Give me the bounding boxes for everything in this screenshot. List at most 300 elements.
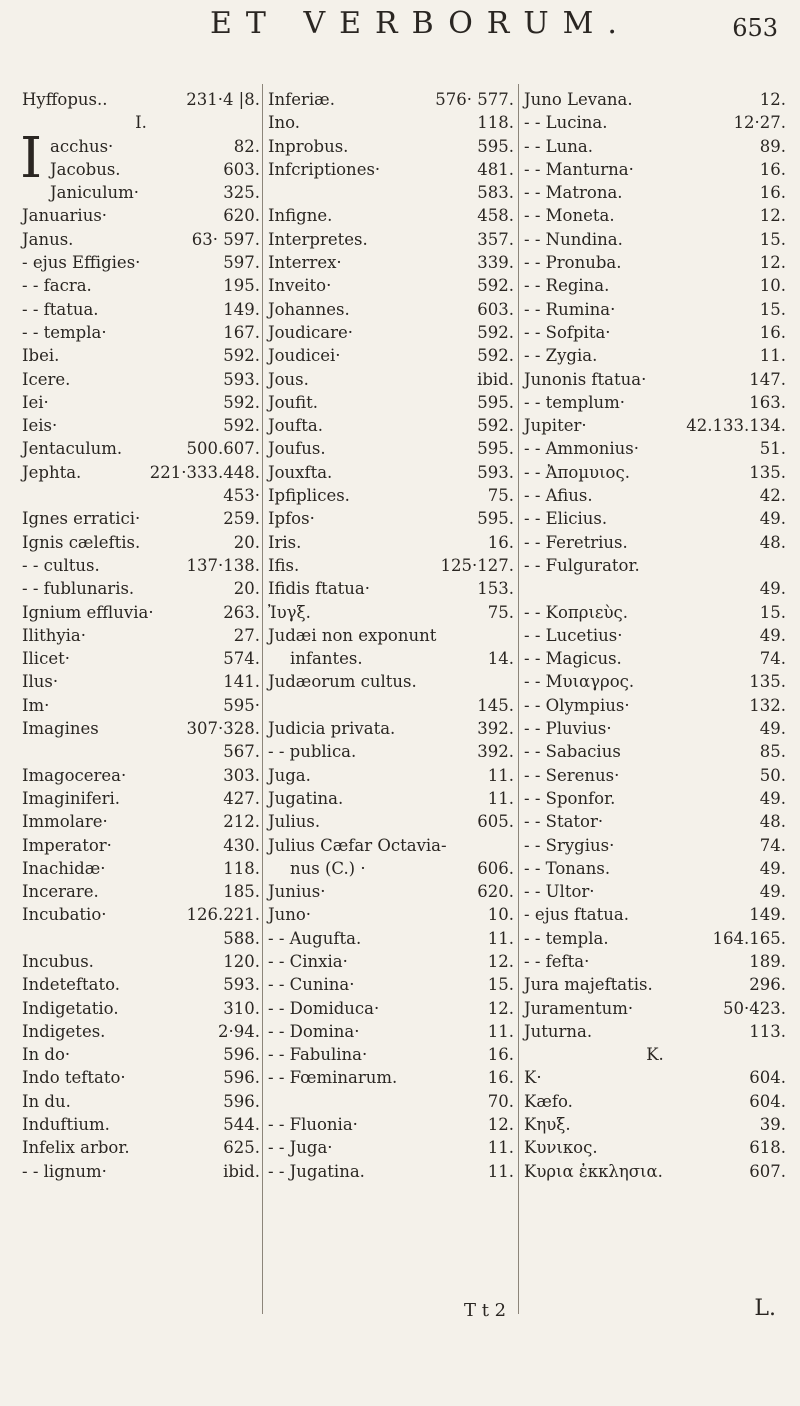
- index-entry: [22, 927, 260, 950]
- index-entry: [268, 717, 514, 740]
- entry-page-ref: 392.: [477, 719, 514, 739]
- index-entry: [524, 1043, 786, 1066]
- entry-term: Julius.: [268, 812, 321, 832]
- entry-page-ref: 592.: [223, 346, 260, 366]
- index-entry: [268, 437, 514, 460]
- entry-page-ref: 310.: [223, 998, 260, 1018]
- entry-term: - - Cunina·: [268, 975, 355, 995]
- index-entry: [524, 204, 786, 227]
- signature-mark: T t 2: [464, 1300, 507, 1321]
- index-entry: [22, 1066, 260, 1089]
- entry-term: Imperator·: [22, 835, 112, 855]
- entry-term: - - lignum·: [22, 1161, 107, 1181]
- index-entry: [268, 274, 514, 297]
- entry-page-ref: 49.: [759, 858, 786, 878]
- entry-term: Jura majeftatis.: [524, 975, 653, 995]
- entry-term: Ifis.: [268, 555, 300, 575]
- entry-term: Juno Levana.: [524, 90, 633, 109]
- index-entry: [22, 647, 260, 670]
- entry-page-ref: 16.: [487, 1068, 514, 1088]
- index-entry: [524, 1020, 786, 1043]
- entry-page-ref: 89.: [759, 136, 786, 156]
- entry-page-ref: 427.: [223, 788, 260, 808]
- entry-page-ref: 75.: [487, 602, 514, 622]
- index-entry: [524, 764, 786, 787]
- entry-page-ref: 588.: [223, 928, 260, 948]
- entry-page-ref: 576· 577.: [435, 90, 514, 109]
- index-entry: [268, 740, 514, 763]
- index-entry: [268, 787, 514, 810]
- index-column-1: [22, 88, 260, 1183]
- index-entry: [524, 507, 786, 530]
- entry-page-ref: 16.: [759, 322, 786, 342]
- entry-page-ref: 126.221.: [186, 905, 260, 925]
- entry-term: Infelix arbor.: [22, 1138, 130, 1158]
- entry-term: - - Sponfor.: [524, 788, 616, 808]
- index-entry: [268, 135, 514, 158]
- index-entry: [22, 903, 260, 926]
- entry-page-ref: 231·4 |8.: [186, 90, 260, 109]
- index-entry: [268, 834, 514, 857]
- entry-term: Ἰυγξ.: [268, 602, 311, 622]
- index-entry: [22, 274, 260, 297]
- entry-term: - - Μυιαγρος.: [524, 672, 635, 692]
- entry-term: - ejus Effigies·: [22, 253, 141, 273]
- entry-term: - - Tonans.: [524, 858, 611, 878]
- entry-page-ref: 48.: [759, 532, 786, 552]
- entry-term: I.: [135, 113, 147, 133]
- index-entry: [22, 740, 260, 763]
- entry-term: - - Srygius·: [524, 835, 615, 855]
- index-entry: [524, 274, 786, 297]
- entry-term: - - Rumina·: [524, 299, 616, 319]
- entry-term: - - Pronuba.: [524, 253, 622, 273]
- index-entry: [268, 997, 514, 1020]
- index-entry: [22, 787, 260, 810]
- entry-page-ref: 10.: [487, 905, 514, 925]
- entry-page-ref: 15.: [487, 975, 514, 995]
- entry-page-ref: 11.: [487, 788, 514, 808]
- index-entry: [524, 927, 786, 950]
- index-entry: [524, 414, 786, 437]
- entry-page-ref: 544.: [223, 1115, 260, 1135]
- entry-term: Imaginiferi.: [22, 788, 121, 808]
- index-entry: [22, 950, 260, 973]
- entry-page-ref: 595.: [477, 136, 514, 156]
- entry-term: Ilicet·: [22, 649, 70, 669]
- index-entry: [524, 647, 786, 670]
- page-number: 653: [732, 14, 778, 42]
- entry-term: Κυρια ἐκκλησια.: [524, 1161, 663, 1181]
- index-entry: [22, 1136, 260, 1159]
- entry-term: Judæorum cultus.: [268, 672, 417, 692]
- entry-page-ref: 49.: [759, 509, 786, 529]
- entry-term: - - facra.: [22, 276, 92, 296]
- entry-term: Juramentum·: [524, 998, 634, 1018]
- index-entry: [268, 647, 514, 670]
- entry-page-ref: 16.: [487, 532, 514, 552]
- index-entry: [268, 903, 514, 926]
- entry-page-ref: 458.: [477, 206, 514, 226]
- index-entry: [524, 88, 786, 111]
- entry-term: - - templum·: [524, 392, 626, 412]
- index-entry: [268, 368, 514, 391]
- entry-term: Inveito·: [268, 276, 332, 296]
- index-entry: [524, 997, 786, 1020]
- entry-term: - - Matrona.: [524, 183, 623, 203]
- entry-page-ref: 606.: [477, 858, 514, 878]
- entry-term: Ilus·: [22, 672, 59, 692]
- index-entry: [22, 298, 260, 321]
- entry-page-ref: 604.: [749, 1091, 786, 1111]
- index-entry: [22, 554, 260, 577]
- index-entry: [22, 344, 260, 367]
- catchword: L.: [754, 1296, 776, 1321]
- entry-term: nus (C.) ·: [290, 858, 366, 878]
- entry-term: Imagocerea·: [22, 765, 127, 785]
- entry-page-ref: 603.: [223, 159, 260, 179]
- index-entry: [524, 228, 786, 251]
- entry-term: Judæi non exponunt: [268, 625, 437, 645]
- entry-term: - - fublunaris.: [22, 579, 135, 599]
- index-entry: [268, 1113, 514, 1136]
- entry-term: - - Moneta.: [524, 206, 615, 226]
- entry-term: Infcriptiones·: [268, 159, 381, 179]
- index-entry: [268, 670, 514, 693]
- entry-page-ref: 2·94.: [218, 1021, 260, 1041]
- entry-page-ref: 74.: [759, 835, 786, 855]
- entry-page-ref: 12·27.: [733, 113, 786, 133]
- entry-page-ref: 620.: [223, 206, 260, 226]
- index-entry: [22, 834, 260, 857]
- entry-term: K·: [524, 1068, 542, 1088]
- index-entry: [22, 158, 260, 181]
- index-entry: [268, 601, 514, 624]
- entry-term: Im·: [22, 695, 50, 715]
- index-entry: [524, 158, 786, 181]
- entry-page-ref: 583.: [477, 183, 514, 203]
- index-entry: [22, 1043, 260, 1066]
- entry-page-ref: 597.: [223, 253, 260, 273]
- entry-page-ref: 12.: [487, 998, 514, 1018]
- index-entry: [268, 298, 514, 321]
- index-entry: [524, 624, 786, 647]
- entry-page-ref: 125·127.: [440, 555, 514, 575]
- index-entry: [22, 973, 260, 996]
- index-entry: [22, 601, 260, 624]
- entry-term: Juno·: [268, 905, 312, 925]
- index-entry: [268, 111, 514, 134]
- entry-page-ref: 481.: [477, 159, 514, 179]
- index-entry: [524, 461, 786, 484]
- entry-page-ref: 263.: [223, 602, 260, 622]
- entry-term: Judicia privata.: [268, 719, 396, 739]
- entry-term: Ibei.: [22, 346, 60, 366]
- column-divider: [518, 84, 519, 1314]
- index-entry: [268, 181, 514, 204]
- entry-term: Imagines: [22, 719, 99, 739]
- entry-page-ref: 132.: [749, 695, 786, 715]
- entry-page-ref: 70.: [487, 1091, 514, 1111]
- entry-term: Inachidæ·: [22, 858, 106, 878]
- entry-term: - - Feretrius.: [524, 532, 628, 552]
- entry-term: - - Cinxia·: [268, 951, 348, 971]
- entry-term: Interrex·: [268, 253, 342, 273]
- entry-page-ref: 392.: [477, 742, 514, 762]
- index-entry: [268, 1090, 514, 1113]
- entry-term: - - Stator·: [524, 812, 604, 832]
- entry-term: Κηυξ.: [524, 1115, 571, 1135]
- index-entry: [22, 391, 260, 414]
- index-entry: [22, 670, 260, 693]
- entry-term: Jous.: [268, 369, 309, 389]
- entry-page-ref: 135.: [749, 462, 786, 482]
- entry-page-ref: 15.: [759, 602, 786, 622]
- index-entry: [524, 111, 786, 134]
- index-entry: [524, 1090, 786, 1113]
- column-divider: [262, 84, 263, 1314]
- entry-page-ref: 592.: [477, 416, 514, 436]
- index-entry: [22, 111, 260, 134]
- entry-page-ref: 118.: [223, 858, 260, 878]
- index-entry: [268, 1160, 514, 1183]
- entry-term: - - Olympius·: [524, 695, 630, 715]
- index-entry: [22, 1160, 260, 1183]
- entry-term: - - templa·: [22, 322, 107, 342]
- index-entry: [22, 577, 260, 600]
- entry-page-ref: 604.: [749, 1068, 786, 1088]
- index-entry: [268, 1020, 514, 1043]
- entry-term: - - Juga·: [268, 1138, 333, 1158]
- index-entry: [524, 298, 786, 321]
- entry-term: Indo teftato·: [22, 1068, 126, 1088]
- index-entry: [268, 391, 514, 414]
- entry-page-ref: 592.: [477, 346, 514, 366]
- entry-term: Ignium effluvia·: [22, 602, 154, 622]
- index-entry: [22, 251, 260, 274]
- entry-term: - - Augufta.: [268, 928, 362, 948]
- entry-page-ref: 42.: [759, 486, 786, 506]
- entry-term: Infigne.: [268, 206, 333, 226]
- entry-page-ref: 325.: [223, 183, 260, 203]
- index-entry: [22, 204, 260, 227]
- entry-term: Icere.: [22, 369, 71, 389]
- entry-term: Incubatio·: [22, 905, 107, 925]
- entry-term: - - Manturna·: [524, 159, 634, 179]
- entry-page-ref: 592.: [477, 322, 514, 342]
- entry-page-ref: 574.: [223, 649, 260, 669]
- entry-term: - - Elicius.: [524, 509, 608, 529]
- index-entry: [22, 507, 260, 530]
- entry-page-ref: 11.: [759, 346, 786, 366]
- index-entry: [268, 484, 514, 507]
- entry-page-ref: 49.: [759, 882, 786, 902]
- index-entry: [22, 694, 260, 717]
- index-entry: [268, 810, 514, 833]
- entry-page-ref: 303.: [223, 765, 260, 785]
- entry-term: - - Nundina.: [524, 229, 623, 249]
- entry-page-ref: 605.: [477, 812, 514, 832]
- entry-page-ref: 145.: [477, 695, 514, 715]
- entry-term: - - Luna.: [524, 136, 593, 156]
- index-entry: [22, 321, 260, 344]
- entry-page-ref: 15.: [759, 229, 786, 249]
- entry-term: - - Ultor·: [524, 882, 595, 902]
- index-entry: [268, 1043, 514, 1066]
- entry-page-ref: 10.: [759, 276, 786, 296]
- entry-page-ref: 11.: [487, 1161, 514, 1181]
- entry-term: - - Lucina.: [524, 113, 608, 133]
- entry-page-ref: 51.: [759, 439, 786, 459]
- index-entry: [524, 554, 786, 577]
- entry-page-ref: 48.: [759, 812, 786, 832]
- entry-term: Inprobus.: [268, 136, 349, 156]
- entry-term: - - Fœminarum.: [268, 1068, 398, 1088]
- index-entry: [268, 414, 514, 437]
- entry-page-ref: 20.: [233, 532, 260, 552]
- page-header: [0, 0, 800, 74]
- entry-term: Induftium.: [22, 1115, 110, 1135]
- entry-page-ref: 27.: [233, 625, 260, 645]
- entry-page-ref: 12.: [759, 206, 786, 226]
- entry-term: Iei·: [22, 392, 49, 412]
- entry-term: In do·: [22, 1045, 71, 1065]
- entry-term: Jouxfta.: [268, 462, 333, 482]
- entry-term: Indeteftato.: [22, 975, 120, 995]
- entry-term: - - Ἀποµυιος.: [524, 462, 630, 482]
- entry-page-ref: 11.: [487, 928, 514, 948]
- entry-page-ref: 16.: [759, 159, 786, 179]
- index-entry: [524, 787, 786, 810]
- index-entry: [22, 414, 260, 437]
- entry-term: Jentaculum.: [22, 439, 123, 459]
- entry-term: Jugatina.: [268, 788, 344, 808]
- entry-term: Ignis cæleftis.: [22, 532, 141, 552]
- index-entry: [268, 1066, 514, 1089]
- index-entry: [524, 834, 786, 857]
- index-entry: [524, 810, 786, 833]
- entry-page-ref: 618.: [749, 1138, 786, 1158]
- index-entry: [268, 321, 514, 344]
- entry-term: - - Magicus.: [524, 649, 622, 669]
- index-entry: [22, 531, 260, 554]
- entry-page-ref: 596.: [223, 1068, 260, 1088]
- entry-term: Juga.: [268, 765, 311, 785]
- entry-term: Iris.: [268, 532, 302, 552]
- entry-page-ref: 82.: [233, 136, 260, 156]
- entry-term: - - ftatua.: [22, 299, 99, 319]
- index-entry: [268, 507, 514, 530]
- entry-term: Incerare.: [22, 882, 99, 902]
- entry-page-ref: 12.: [759, 90, 786, 109]
- entry-term: - - Sofpita·: [524, 322, 611, 342]
- entry-term: - - Fluonia·: [268, 1115, 358, 1135]
- index-entry: [524, 321, 786, 344]
- entry-page-ref: 49.: [759, 788, 786, 808]
- entry-page-ref: 596.: [223, 1045, 260, 1065]
- index-entry: [268, 204, 514, 227]
- index-entry: [22, 624, 260, 647]
- index-entry: [22, 764, 260, 787]
- entry-term: Joufit.: [268, 392, 319, 412]
- entry-term: acchus·: [50, 136, 114, 156]
- index-entry: [22, 810, 260, 833]
- entry-page-ref: 50·423.: [723, 998, 786, 1018]
- entry-page-ref: 167.: [223, 322, 260, 342]
- entry-page-ref: 137·138.: [186, 555, 260, 575]
- index-entry: [22, 461, 260, 484]
- index-entry: [524, 950, 786, 973]
- entry-term: - - publica.: [268, 742, 357, 762]
- index-entry: [22, 437, 260, 460]
- entry-page-ref: 11.: [487, 765, 514, 785]
- index-entry: [22, 1090, 260, 1113]
- entry-page-ref: 189.: [749, 951, 786, 971]
- index-entry: [268, 554, 514, 577]
- index-entry: [22, 857, 260, 880]
- entry-page-ref: 16.: [487, 1045, 514, 1065]
- entry-term: Ilithyia·: [22, 625, 87, 645]
- entry-term: - - Pluvius·: [524, 719, 612, 739]
- index-entry: [524, 880, 786, 903]
- index-entry: [524, 1160, 786, 1183]
- entry-page-ref: 42.133.134.: [686, 416, 786, 436]
- entry-term: - - Fulgurator.: [524, 555, 640, 575]
- entry-page-ref: 120.: [223, 951, 260, 971]
- index-entry: [524, 135, 786, 158]
- entry-term: - - Zygia.: [524, 346, 598, 366]
- index-entry: [524, 368, 786, 391]
- index-entry: [524, 437, 786, 460]
- entry-term: - - Κοπριεὺς.: [524, 602, 628, 622]
- index-entry: [524, 181, 786, 204]
- index-entry: [524, 694, 786, 717]
- index-entry: [268, 857, 514, 880]
- entry-page-ref: 607.: [749, 1161, 786, 1181]
- index-entry: [268, 694, 514, 717]
- index-entry: [22, 484, 260, 507]
- entry-term: Joudicare·: [268, 322, 353, 342]
- entry-term: - - Regina.: [524, 276, 610, 296]
- entry-page-ref: 14.: [487, 649, 514, 669]
- entry-page-ref: 49.: [759, 579, 786, 599]
- entry-term: Ignes erratici·: [22, 509, 141, 529]
- entry-term: - - Afius.: [524, 486, 593, 506]
- index-entry: [22, 181, 260, 204]
- index-entry: [268, 880, 514, 903]
- entry-term: Indigetes.: [22, 1021, 106, 1041]
- entry-page-ref: 74.: [759, 649, 786, 669]
- index-column-2: [268, 88, 514, 1183]
- entry-term: Joudicei·: [268, 346, 341, 366]
- entry-page-ref: 49.: [759, 719, 786, 739]
- index-entry: [524, 251, 786, 274]
- index-entry: [268, 531, 514, 554]
- entry-page-ref: 147.: [749, 369, 786, 389]
- index-entry: [524, 391, 786, 414]
- entry-page-ref: 453·: [223, 486, 260, 506]
- entry-page-ref: 592.: [223, 392, 260, 412]
- entry-page-ref: 500.607.: [186, 439, 260, 459]
- entry-term: Κυνικος.: [524, 1138, 598, 1158]
- index-column-3: [524, 88, 786, 1183]
- entry-page-ref: 135.: [749, 672, 786, 692]
- entry-page-ref: 339.: [477, 253, 514, 273]
- entry-term: Julius Cæfar Octavia-: [268, 835, 447, 855]
- index-entry: [524, 484, 786, 507]
- entry-term: Juturna.: [524, 1021, 593, 1041]
- running-title: ET VERBORUM.: [210, 6, 631, 41]
